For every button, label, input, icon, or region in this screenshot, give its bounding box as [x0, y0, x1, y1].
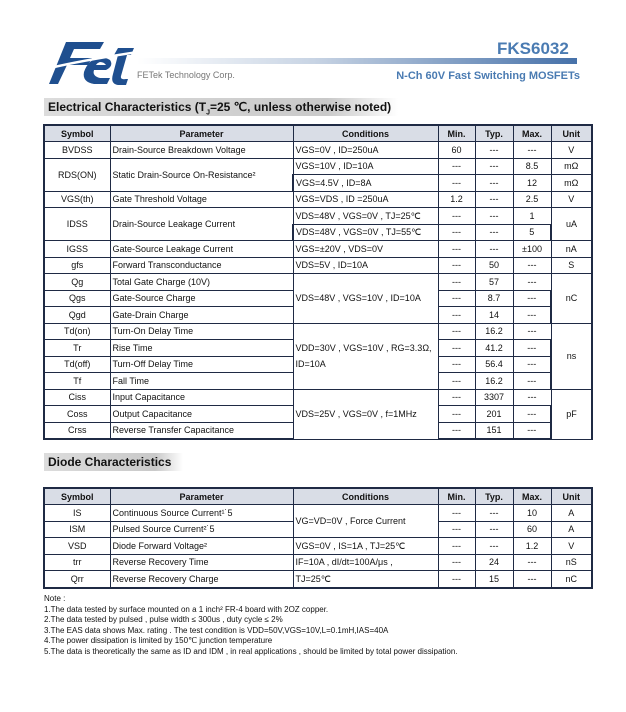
symbol-cell: Td(on)	[44, 323, 110, 340]
diode-section-title: Diode Characteristics	[44, 453, 183, 471]
symbol-cell: RDS(ON)	[44, 158, 110, 191]
table-row	[44, 142, 592, 159]
symbol-cell: VGS(th)	[44, 191, 110, 208]
symbol-cell: Tf	[44, 373, 110, 390]
max-cell: 2.5	[513, 191, 551, 208]
note-item: 2.The data tested by pulsed , pulse width ≤ 300us , duty cycle ≤ 2%	[44, 615, 283, 625]
unit-cell: S	[551, 257, 592, 274]
note-item: 1.The data tested by surface mounted on a 1 inch² FR-4 board with 2OZ copper.	[44, 604, 329, 614]
typ-cell: 16.2	[475, 373, 513, 390]
unit-cell: nA	[551, 241, 592, 258]
max-cell: ---	[513, 571, 551, 588]
symbol-cell: Tr	[44, 340, 110, 357]
min-cell: ---	[438, 307, 475, 324]
symbol-cell: ISM	[44, 521, 110, 538]
col-header: Symbol	[44, 488, 110, 505]
table-row	[44, 241, 592, 258]
col-header: Max.	[513, 125, 551, 142]
col-header: Symbol	[44, 125, 110, 142]
conditions-cell: VGS=0V , ID=250uA	[293, 142, 438, 159]
unit-cell: nS	[551, 554, 592, 571]
col-header: Conditions	[293, 488, 438, 505]
typ-cell: 50	[475, 257, 513, 274]
note-item: 3.The EAS data shows Max. rating . The test condition is VDD=50V,VGS=10V,L=0.1mH,IAS=40A	[44, 625, 389, 635]
typ-cell: 57	[475, 274, 513, 291]
typ-cell: ---	[475, 175, 513, 192]
parameter-cell: Fall Time	[110, 373, 293, 390]
table-row	[44, 274, 592, 291]
unit-cell: mΩ	[551, 175, 592, 192]
min-cell: ---	[438, 290, 475, 307]
symbol-cell: Ciss	[44, 389, 110, 406]
symbol-cell: IDSS	[44, 208, 110, 241]
min-cell: ---	[438, 554, 475, 571]
typ-cell: ---	[475, 208, 513, 225]
typ-cell: 151	[475, 422, 513, 439]
max-cell: ---	[513, 257, 551, 274]
parameter-cell: Input Capacitance	[110, 389, 293, 406]
col-header: Min.	[438, 488, 475, 505]
col-header: Typ.	[475, 488, 513, 505]
unit-cell: V	[551, 191, 592, 208]
conditions-cell: VDS=48V , VGS=10V , ID=10A	[293, 274, 438, 324]
typ-cell: 41.2	[475, 340, 513, 357]
max-cell: ---	[513, 323, 551, 340]
conditions-cell: IF=10A , dI/dt=100A/μs ,	[293, 554, 438, 571]
unit-cell: uA	[551, 208, 592, 241]
conditions-cell: VG=VD=0V , Force Current	[293, 505, 438, 538]
typ-cell: 3307	[475, 389, 513, 406]
table-row	[44, 323, 592, 340]
min-cell: ---	[438, 274, 475, 291]
diode-characteristics-table	[43, 487, 593, 589]
parameter-cell: Continuous Source Current¹˙5	[110, 505, 293, 522]
conditions-line: VDD=30V , VGS=10V , RG=3.3Ω,	[295, 343, 432, 353]
conditions-cell: VDS=5V , ID=10A	[293, 257, 438, 274]
max-cell: ---	[513, 389, 551, 406]
min-cell: ---	[438, 323, 475, 340]
unit-cell: V	[551, 142, 592, 159]
min-cell: ---	[438, 538, 475, 555]
min-cell: ---	[438, 340, 475, 357]
symbol-cell: gfs	[44, 257, 110, 274]
min-cell: 1.2	[438, 191, 475, 208]
table-row	[44, 208, 592, 225]
parameter-cell: Rise Time	[110, 340, 293, 357]
min-cell: ---	[438, 521, 475, 538]
max-cell: ---	[513, 307, 551, 324]
conditions-cell	[293, 323, 438, 389]
table-header-row	[44, 125, 592, 142]
electrical-section-title: Electrical Characteristics ($T_J=25$ ℃, unless otherwise noted)	[44, 98, 398, 116]
conditions-cell: VGS=10V , ID=10A	[293, 158, 438, 175]
typ-cell: ---	[475, 142, 513, 159]
min-cell: 60	[438, 142, 475, 159]
max-cell: ---	[513, 373, 551, 390]
col-header: Parameter	[110, 488, 293, 505]
symbol-cell: Qrr	[44, 571, 110, 588]
col-header: Typ.	[475, 125, 513, 142]
max-cell: ---	[513, 554, 551, 571]
max-cell: 1.2	[513, 538, 551, 555]
page-header	[0, 0, 626, 95]
symbol-cell: Qg	[44, 274, 110, 291]
conditions-line: ID=10A	[295, 359, 326, 369]
table-header-row	[44, 488, 592, 505]
parameter-cell: Reverse Recovery Charge	[110, 571, 293, 588]
typ-cell: ---	[475, 224, 513, 241]
max-cell: ---	[513, 340, 551, 357]
parameter-cell: Static Drain-Source On-Resistance²	[110, 158, 293, 191]
table-row	[44, 257, 592, 274]
symbol-cell: Td(off)	[44, 356, 110, 373]
max-cell: ---	[513, 274, 551, 291]
typ-cell: ---	[475, 505, 513, 522]
parameter-cell: Gate-Source Leakage Current	[110, 241, 293, 258]
parameter-cell: Turn-Off Delay Time	[110, 356, 293, 373]
conditions-cell: VDS=48V , VGS=0V , TJ=55℃	[293, 224, 438, 241]
parameter-cell: Turn-On Delay Time	[110, 323, 293, 340]
typ-cell: 14	[475, 307, 513, 324]
conditions-cell: VGS=4.5V , ID=8A	[293, 175, 438, 192]
min-cell: ---	[438, 505, 475, 522]
parameter-cell: Diode Forward Voltage²	[110, 538, 293, 555]
parameter-cell: Gate Threshold Voltage	[110, 191, 293, 208]
table-row	[44, 571, 592, 588]
parameter-cell: Reverse Transfer Capacitance	[110, 422, 293, 439]
min-cell: ---	[438, 356, 475, 373]
part-number: FKS6032	[497, 39, 569, 58]
min-cell: ---	[438, 257, 475, 274]
min-cell: ---	[438, 208, 475, 225]
table-row	[44, 554, 592, 571]
max-cell: 8.5	[513, 158, 551, 175]
min-cell: ---	[438, 571, 475, 588]
conditions-cell: VGS=0V , IS=1A , TJ=25℃	[293, 538, 438, 555]
conditions-cell: TJ=25℃	[293, 571, 438, 588]
notes-heading: Note :	[44, 594, 66, 603]
product-subtitle: N-Ch 60V Fast Switching MOSFETs	[396, 70, 580, 82]
typ-cell: ---	[475, 191, 513, 208]
fet-logo-icon	[44, 38, 144, 88]
electrical-characteristics-table	[43, 124, 593, 440]
unit-cell: nC	[551, 571, 592, 588]
conditions-cell: VDS=48V , VGS=0V , TJ=25℃	[293, 208, 438, 225]
conditions-cell: VGS=VDS , ID =250uA	[293, 191, 438, 208]
table-row	[44, 191, 592, 208]
max-cell: ---	[513, 142, 551, 159]
symbol-cell: IS	[44, 505, 110, 522]
conditions-cell: VDS=25V , VGS=0V , f=1MHz	[293, 389, 438, 439]
symbol-cell: Coss	[44, 406, 110, 423]
typ-cell: ---	[475, 241, 513, 258]
parameter-cell: Output Capacitance	[110, 406, 293, 423]
min-cell: ---	[438, 389, 475, 406]
parameter-cell: Drain-Source Leakage Current	[110, 208, 293, 241]
min-cell: ---	[438, 373, 475, 390]
table-row	[44, 389, 592, 406]
table-row	[44, 505, 592, 522]
parameter-cell: Forward Transconductance	[110, 257, 293, 274]
parameter-cell: Pulsed Source Current²˙5	[110, 521, 293, 538]
typ-cell: 8.7	[475, 290, 513, 307]
col-header: Min.	[438, 125, 475, 142]
parameter-cell: Total Gate Charge (10V)	[110, 274, 293, 291]
max-cell: ±100	[513, 241, 551, 258]
unit-cell: pF	[551, 389, 592, 439]
typ-cell: 16.2	[475, 323, 513, 340]
col-header: Unit	[551, 125, 592, 142]
max-cell: 10	[513, 505, 551, 522]
unit-cell: A	[551, 521, 592, 538]
unit-cell: nC	[551, 274, 592, 324]
company-name: FETek Technology Corp.	[137, 70, 235, 80]
typ-cell: 15	[475, 571, 513, 588]
symbol-cell: VSD	[44, 538, 110, 555]
parameter-cell: Drain-Source Breakdown Voltage	[110, 142, 293, 159]
symbol-cell: Qgs	[44, 290, 110, 307]
max-cell: ---	[513, 406, 551, 423]
symbol-cell: IGSS	[44, 241, 110, 258]
table-row	[44, 538, 592, 555]
min-cell: ---	[438, 158, 475, 175]
max-cell: 60	[513, 521, 551, 538]
typ-cell: ---	[475, 538, 513, 555]
symbol-cell: Crss	[44, 422, 110, 439]
typ-cell: 201	[475, 406, 513, 423]
min-cell: ---	[438, 224, 475, 241]
col-header: Parameter	[110, 125, 293, 142]
symbol-cell: Qgd	[44, 307, 110, 324]
unit-cell: A	[551, 505, 592, 522]
typ-cell: 24	[475, 554, 513, 571]
unit-cell: mΩ	[551, 158, 592, 175]
conditions-cell: VGS=±20V , VDS=0V	[293, 241, 438, 258]
note-item: 4.The power dissipation is limited by 150℃ junction temperature	[44, 636, 273, 646]
min-cell: ---	[438, 422, 475, 439]
col-header: Max.	[513, 488, 551, 505]
min-cell: ---	[438, 406, 475, 423]
parameter-cell: Gate-Source Charge	[110, 290, 293, 307]
min-cell: ---	[438, 241, 475, 258]
max-cell: 5	[513, 224, 551, 241]
typ-cell: ---	[475, 521, 513, 538]
col-header: Unit	[551, 488, 592, 505]
note-item: 5.The data is theoretically the same as ID and IDM , in real applications , should be limited by total power dissipation.	[44, 646, 458, 656]
max-cell: ---	[513, 290, 551, 307]
unit-cell: V	[551, 538, 592, 555]
max-cell: 12	[513, 175, 551, 192]
max-cell: 1	[513, 208, 551, 225]
symbol-cell: trr	[44, 554, 110, 571]
symbol-cell: BVDSS	[44, 142, 110, 159]
parameter-cell: Reverse Recovery Time	[110, 554, 293, 571]
max-cell: ---	[513, 422, 551, 439]
max-cell: ---	[513, 356, 551, 373]
table-row	[44, 158, 592, 175]
notes-block	[44, 594, 604, 658]
min-cell: ---	[438, 175, 475, 192]
unit-cell: ns	[551, 323, 592, 389]
parameter-cell: Gate-Drain Charge	[110, 307, 293, 324]
typ-cell: 56.4	[475, 356, 513, 373]
col-header: Conditions	[293, 125, 438, 142]
typ-cell: ---	[475, 158, 513, 175]
